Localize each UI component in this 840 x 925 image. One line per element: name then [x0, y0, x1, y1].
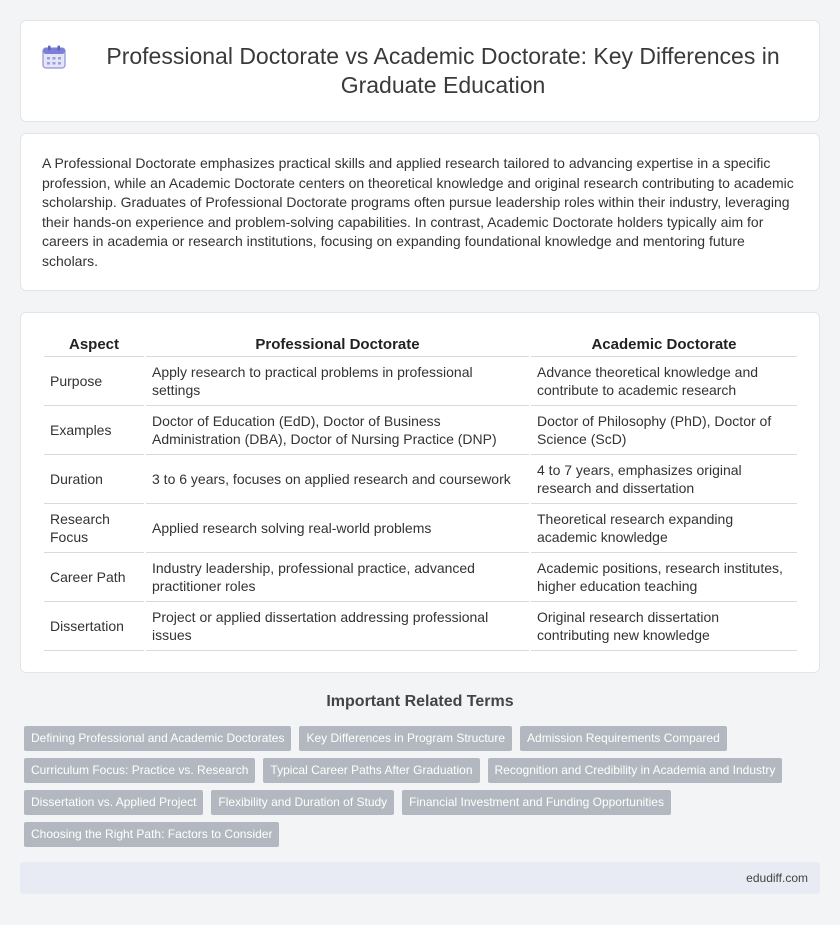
related-tag[interactable]: Recognition and Credibility in Academia and Industry: [488, 758, 783, 783]
cell-professional: Applied research solving real-world problems: [146, 504, 529, 553]
page-title: Professional Doctorate vs Academic Doctorate: Key Differences in Graduate Education: [106, 43, 780, 98]
footer-site-link[interactable]: edudiff.com: [746, 871, 808, 885]
related-tag[interactable]: Defining Professional and Academic Doctorates: [24, 726, 291, 751]
header-aspect: Aspect: [44, 333, 144, 357]
cell-professional: Project or applied dissertation addressing professional issues: [146, 602, 529, 651]
related-tag[interactable]: Flexibility and Duration of Study: [211, 790, 394, 815]
cell-professional: Doctor of Education (EdD), Doctor of Business Administration (DBA), Doctor of Nursing Practice (DNP): [146, 406, 529, 455]
cell-aspect: Purpose: [44, 357, 144, 406]
cell-academic: Advance theoretical knowledge and contribute to academic research: [531, 357, 797, 406]
calendar-icon: [41, 44, 67, 70]
cell-academic: 4 to 7 years, emphasizes original research and dissertation: [531, 455, 797, 504]
related-tag[interactable]: Choosing the Right Path: Factors to Consider: [24, 822, 279, 847]
table-row: [44, 357, 797, 406]
footer: [20, 862, 820, 894]
cell-aspect: Examples: [44, 406, 144, 455]
related-tag[interactable]: Dissertation vs. Applied Project: [24, 790, 203, 815]
related-tag[interactable]: Curriculum Focus: Practice vs. Research: [24, 758, 255, 783]
cell-academic: Academic positions, research institutes, higher education teaching: [531, 553, 797, 602]
cell-professional: Industry leadership, professional practice, advanced practitioner roles: [146, 553, 529, 602]
table-header-row: [44, 333, 797, 357]
cell-aspect: Dissertation: [44, 602, 144, 651]
related-terms-tags: [24, 726, 814, 854]
header-academic: Academic Doctorate: [531, 333, 797, 357]
cell-academic: Original research dissertation contributing new knowledge: [531, 602, 797, 651]
related-tag[interactable]: Financial Investment and Funding Opportunities: [402, 790, 671, 815]
table-row: [44, 602, 797, 651]
cell-academic: Doctor of Philosophy (PhD), Doctor of Science (ScD): [531, 406, 797, 455]
cell-professional: Apply research to practical problems in professional settings: [146, 357, 529, 406]
related-terms-title: Important Related Terms: [326, 693, 514, 710]
cell-academic: Theoretical research expanding academic knowledge: [531, 504, 797, 553]
header-professional: Professional Doctorate: [146, 333, 529, 357]
cell-aspect: Career Path: [44, 553, 144, 602]
comparison-table: [42, 333, 799, 651]
cell-aspect: Research Focus: [44, 504, 144, 553]
header-card: [20, 20, 820, 122]
cell-professional: 3 to 6 years, focuses on applied research and coursework: [146, 455, 529, 504]
related-tag[interactable]: Key Differences in Program Structure: [299, 726, 512, 751]
intro-paragraph: A Professional Doctorate emphasizes practical skills and applied research tailored to advancing expertise in a specific profession, while an Academic Doctorate centers on theoretical knowledge and original research contributing to academic scholarship. Graduates of Professional Doctorate programs often pursue leadership roles within their industry, leveraging their hands-on experience and problem-solving capabilities. In contrast, Academic Doctorate holders typically aim for careers in academia or research institutions, focusing on expanding foundational knowledge and mentoring future scholars.: [42, 155, 794, 269]
related-tag[interactable]: Admission Requirements Compared: [520, 726, 727, 751]
intro-card: [20, 133, 820, 291]
related-tag[interactable]: Typical Career Paths After Graduation: [263, 758, 479, 783]
table-row: [44, 406, 797, 455]
comparison-table-card: [20, 312, 820, 673]
cell-aspect: Duration: [44, 455, 144, 504]
table-row: [44, 455, 797, 504]
table-row: [44, 504, 797, 553]
table-row: [44, 553, 797, 602]
